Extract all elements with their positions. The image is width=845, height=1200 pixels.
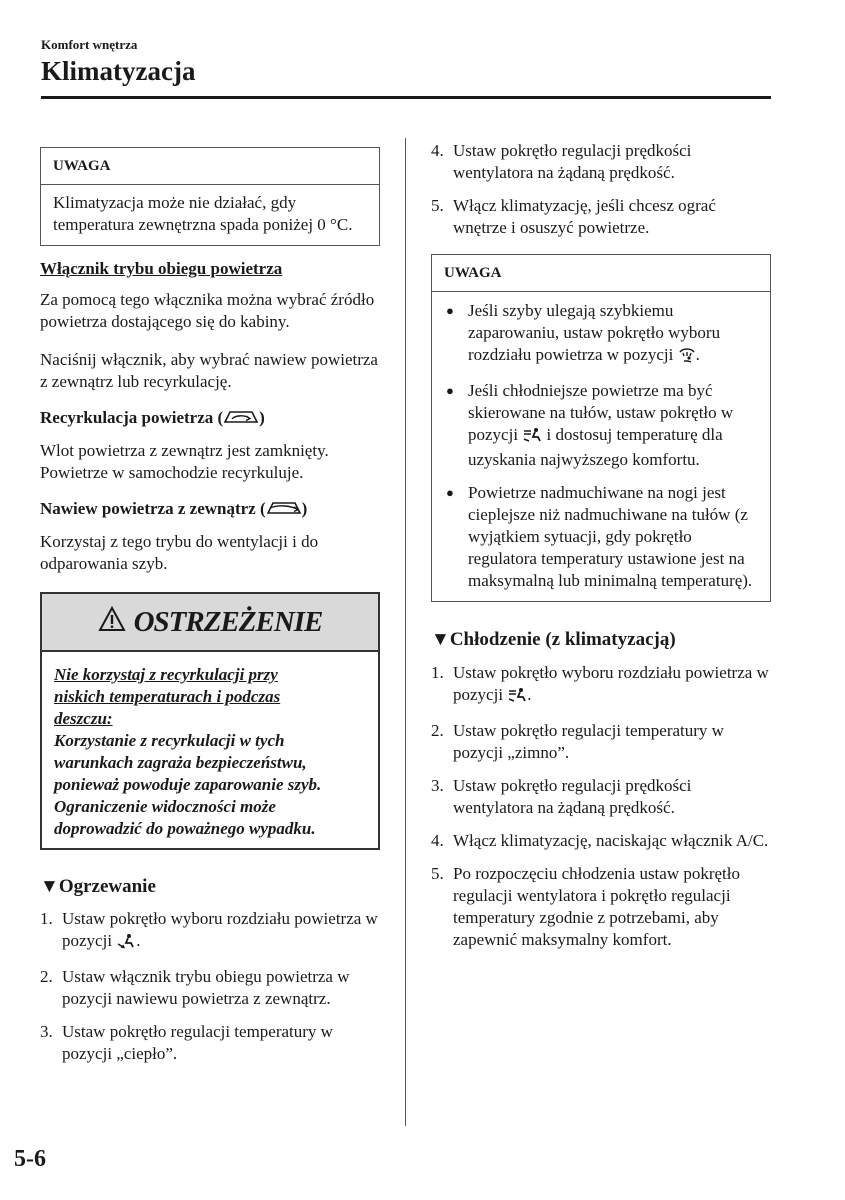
list-item	[431, 830, 771, 852]
note-bullet-1-end: .	[695, 345, 700, 364]
recirculation-heading	[40, 407, 380, 432]
step-number: 5.	[431, 196, 444, 215]
cooling-step-1-end: .	[527, 685, 532, 704]
warning-box	[40, 592, 380, 850]
heating-step-3: Ustaw pokrętło regulacji temperatury w pozycji „ciepło”.	[62, 1022, 333, 1063]
list-item	[431, 775, 771, 819]
heating-step-2: Ustaw włącznik trybu obiegu powietrza w pozycji nawiewu powietrza z zewnątrz.	[62, 967, 350, 1008]
step-number: 5.	[431, 864, 444, 883]
recirculation-heading-close: )	[259, 408, 265, 427]
floor-vent-icon	[116, 933, 136, 955]
warning-header	[42, 594, 378, 652]
list-item	[431, 195, 771, 239]
page-number: 5-6	[14, 1146, 46, 1172]
list-item	[40, 1021, 380, 1065]
triangle-marker: ▼	[431, 629, 450, 650]
cooling-heading	[431, 629, 771, 651]
warning-title: OSTRZEŻENIE	[133, 606, 323, 638]
step-number: 4.	[431, 831, 444, 850]
step-number: 3.	[40, 1022, 53, 1041]
triangle-marker: ▼	[40, 876, 59, 897]
bullet-text	[468, 380, 758, 471]
section-label: Komfort wnętrza	[41, 37, 138, 52]
note-bullet-1: Jeśli szyby ulegają szybkiemu zaparowaniu, ustaw pokrętło wyboru rozdziału powietrza w pozycji	[468, 301, 721, 364]
warning-text: Korzystanie z recyrkulacji w tych warunkach zagraża bezpieczeństwu, ponieważ powoduje zaparowanie szyb. Ograniczenie widoczności może doprowadzić do poważnego wypadku.	[54, 731, 322, 838]
warning-body	[42, 652, 378, 848]
outside-air-heading-close: )	[301, 499, 308, 518]
switch-paragraph-2: Naciśnij włącznik, aby wybrać nawiew powietrza z zewnątrz lub recyrkulację.	[40, 350, 378, 391]
recirculation-car-icon	[223, 408, 259, 432]
note-bullet-3: Powietrze nadmuchiwane na nogi jest cieplejsze niż nadmuchiwane na tułów (z wyjątkiem sytuacji, gdy pokrętło regulatora temperatury ustawione jest na maksymalną lub minimalną temperaturę).	[468, 483, 753, 590]
left-column	[40, 147, 380, 1065]
bi-level-vent-icon	[522, 427, 542, 449]
note-bullet-2: Jeśli chłodniejsze powietrze ma być skierowane na tułów, ustaw pokrętło w pozycji	[468, 381, 734, 444]
heating-steps-continued	[431, 140, 771, 239]
bullet-marker: ●	[446, 303, 454, 318]
list-item	[444, 300, 758, 369]
switch-paragraph-1: Za pomocą tego włącznika można wybrać źródło powietrza dostającego się do kabiny.	[40, 290, 375, 331]
recirculation-switch-heading: Włącznik trybu obiegu powietrza	[40, 259, 283, 278]
note-text: Klimatyzacja może nie działać, gdy temperatura zewnętrzna spada poniżej 0 °C.	[53, 193, 353, 234]
bi-level-vent-icon	[507, 687, 527, 709]
right-column	[431, 140, 771, 951]
list-item	[431, 863, 771, 951]
step-number: 3.	[431, 776, 444, 795]
bullet-marker: ●	[446, 485, 454, 500]
note-heading: UWAGA	[432, 255, 770, 292]
warning-triangle-icon	[98, 606, 126, 638]
step-number: 1.	[431, 663, 444, 682]
heating-step-1: Ustaw pokrętło wyboru rozdziału powietrza w pozycji	[62, 909, 378, 950]
warning-lead-line-3: deszczu:	[54, 709, 113, 728]
heating-steps	[40, 908, 380, 1065]
list-item	[431, 662, 771, 709]
bullet-marker: ●	[446, 383, 454, 398]
warning-lead-line-2: niskich temperaturach i podczas	[54, 687, 281, 706]
bullet-text	[468, 300, 758, 369]
note-bullets	[444, 300, 758, 592]
cooling-step-5: Po rozpoczęciu chłodzenia ustaw pokrętło regulacji wentylatora i pokrętło regulacji temperatury zgodnie z potrzebami, aby zapewnić maksymalny komfort.	[453, 864, 741, 949]
column-divider	[405, 138, 406, 1126]
cooling-step-2: Ustaw pokrętło regulacji temperatury w pozycji „zimno”.	[453, 721, 724, 762]
step-number: 2.	[431, 721, 444, 740]
recirculation-heading-text: Recyrkulacja powietrza (	[40, 408, 224, 427]
list-item	[40, 908, 380, 955]
list-item	[444, 380, 758, 471]
cooling-steps	[431, 662, 771, 951]
cooling-step-4: Włącz klimatyzację, naciskając włącznik A/C.	[453, 831, 769, 850]
list-item	[444, 482, 758, 592]
outside-air-text: Korzystaj z tego trybu do wentylacji i do odparowania szyb.	[40, 532, 319, 573]
list-item	[431, 140, 771, 184]
defroster-floor-icon	[678, 347, 696, 369]
step-number: 1.	[40, 909, 53, 928]
heating-heading-text: Ogrzewanie	[58, 876, 156, 897]
heating-heading	[40, 876, 380, 898]
note-heading: UWAGA	[41, 148, 379, 185]
outside-air-heading	[40, 498, 380, 523]
header-rule	[41, 96, 771, 99]
outside-air-car-icon	[266, 499, 302, 523]
note-box-temperature	[40, 147, 380, 246]
step-number: 2.	[40, 967, 53, 986]
note-bullet-2-end: i dostosuj temperaturę dla uzyskania najwyższego komfortu.	[468, 425, 723, 469]
list-item	[40, 966, 380, 1010]
heating-step-4: Ustaw pokrętło regulacji prędkości wentylatora na żądaną prędkość.	[453, 141, 692, 182]
list-item	[431, 720, 771, 764]
step-number: 4.	[431, 141, 444, 160]
note-box-tips	[431, 254, 771, 602]
heating-step-5: Włącz klimatyzację, jeśli chcesz ograć wnętrze i osuszyć powietrze.	[453, 196, 716, 237]
warning-lead-line-1: Nie korzystaj z recyrkulacji przy	[54, 665, 278, 684]
step-text	[453, 662, 771, 709]
outside-air-heading-text: Nawiew powietrza z zewnątrz (	[40, 499, 266, 518]
recirculation-text: Wlot powietrza z zewnątrz jest zamknięty. Powietrze w samochodzie recyrkuluje.	[40, 441, 329, 482]
cooling-step-1: Ustaw pokrętło wyboru rozdziału powietrza w pozycji	[453, 663, 769, 704]
step-text	[62, 908, 380, 955]
cooling-step-3: Ustaw pokrętło regulacji prędkości wentylatora na żądaną prędkość.	[453, 776, 692, 817]
cooling-heading-text: Chłodzenie (z klimatyzacją)	[449, 629, 676, 650]
heating-step-1-end: .	[136, 931, 141, 950]
page-title: Klimatyzacja	[41, 56, 196, 86]
